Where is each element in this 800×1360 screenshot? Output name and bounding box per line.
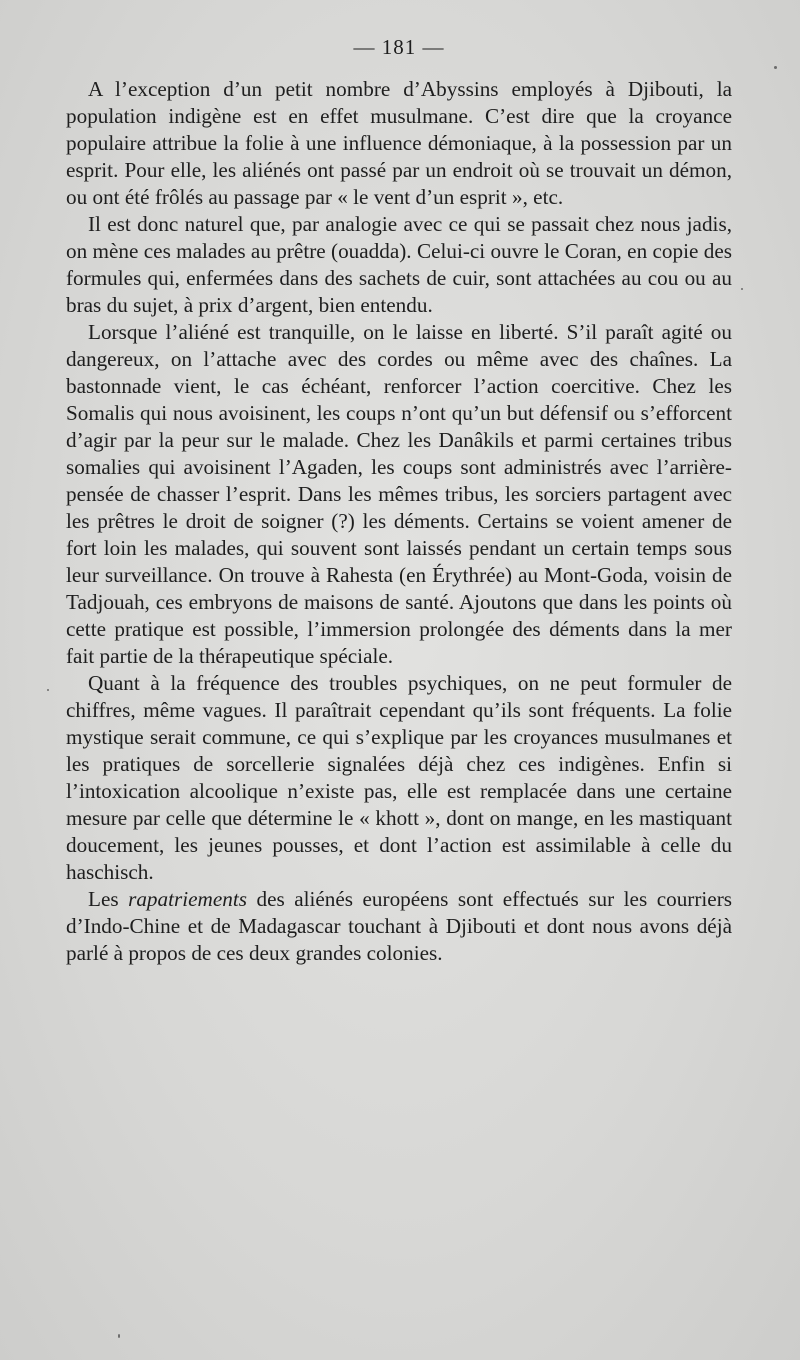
paragraph-5-rest: des aliénés européens sont effectués sur les courriers d’Indo-Chine et de Madagascar touchant à Djibouti et dont nous avons déjà parlé à propos de ces deux grandes colonies. <box>66 887 732 965</box>
paragraph-5-start: Les <box>88 887 129 911</box>
paragraph-4: Quant à la fréquence des troubles psychiques, on ne peut formuler de chiffres, même vagues. Il paraîtrait cependant qu’ils sont fréquents. La folie mystique serait commune, ce qui s’explique par les croyances musulmanes et les pratiques de sorcellerie signalées déjà chez ces indigènes. Enfin si l’intoxication alcoolique n’existe pas, elle est remplacée dans une certaine mesure par celle que détermine le « khott », dont on mange, en les mastiquant doucement, les jeunes pousses, et dont l’action est assimilable à celle du haschisch. <box>66 671 732 884</box>
paper-speck <box>118 1334 120 1338</box>
paragraph-1: A l’exception d’un petit nombre d’Abyssins employés à Djibouti, la population indigène est en effet musulmane. C’est dire que la croyance populaire attribue la folie à une influence démoniaque, à la possession par un esprit. Pour elle, les aliénés ont passé par un endroit où se trouvait un démon, ou ont été frôlés au passage par « le vent d’un esprit », etc. <box>66 77 732 209</box>
book-page <box>66 30 732 967</box>
paper-speck <box>47 689 49 691</box>
paragraph-2: Il est donc naturel que, par analogie avec ce qui se passait chez nous jadis, on mène ces malades au prêtre (ouadda). Celui-ci ouvre le Coran, en copie des formules qui, enfermées dans des sachets de cuir, sont attachées au cou ou au bras du sujet, à prix d’argent, bien entendu. <box>66 212 732 317</box>
paper-speck <box>741 288 743 290</box>
paragraph-3: Lorsque l’aliéné est tranquille, on le laisse en liberté. S’il paraît agité ou dangereux, on l’attache avec des cordes ou même avec des chaînes. La bastonnade vient, le cas échéant, renforcer l’action coercitive. Chez les Somalis qui nous avoisinent, les coups n’ont qu’un but défensif ou s’efforcent d’agir par la peur sur le malade. Chez les Danâkils et parmi certaines tribus somalies qui avoisinent l’Agaden, les coups sont administrés avec l’arrière-pensée de chasser l’esprit. Dans les mêmes tribus, les sorciers partagent avec les prêtres le droit de soigner (?) les déments. Certains se voient amener de fort loin les malades, qui souvent sont laissés pendant un certain temps sous leur surveillance. On trouve à Rahesta (en Érythrée) au Mont-Goda, voisin de Tadjouah, ces embryons de maisons de santé. Ajoutons que dans les points où cette pratique est possible, l’immersion prolongée des déments dans la mer fait partie de la thérapeutique spéciale. <box>66 320 732 668</box>
paper-speck <box>774 66 777 69</box>
emphasized-word: rapatriements <box>128 887 247 911</box>
page-number: — 181 — <box>353 35 445 59</box>
paragraph-5 <box>66 886 732 967</box>
